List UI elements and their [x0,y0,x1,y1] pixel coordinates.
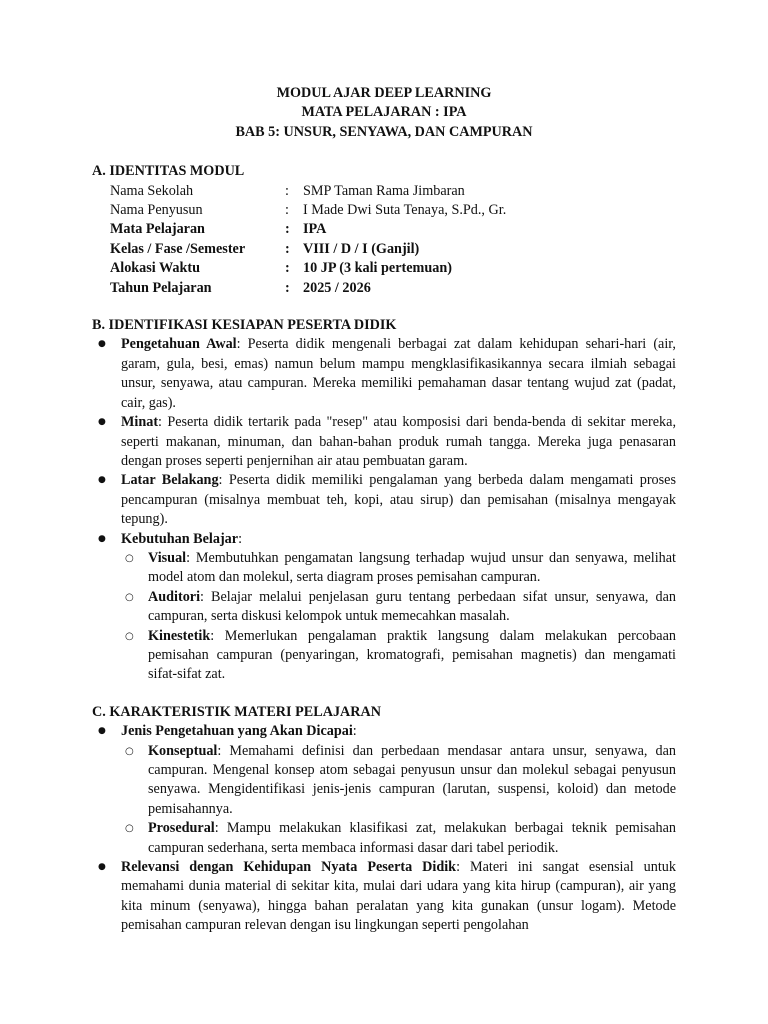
item-term: Prosedural [148,820,215,837]
identity-label: Tahun Pelajaran [110,279,212,296]
identity-row-year [110,279,506,298]
identity-label: Alokasi Waktu [110,260,201,277]
item-term: Kinestetik [148,627,211,644]
item-text: : Memahami definisi dan perbedaan mendasar antara unsur, senyawa, dan campuran. Mengenal konsep atom sebagai penyusun unsur dan molekul sebagai penyusun senyawa. Mengidentifikasi jenis-jenis campuran (larutan, suspensi, koloid) dan metode pemisahannya. [148,742,676,817]
identity-colon: : [285,182,289,199]
identity-colon: : [285,221,290,238]
identity-value: I Made Dwi Suta Tenaya, S.Pd., Gr. [303,202,507,219]
item-text: : Belajar melalui penjelasan guru tentang perbedaan sifat unsur, senyawa, dan campuran, serta diskusi kelompok untuk memecahkan masalah. [148,588,676,625]
identity-row-class [110,240,506,259]
list-item-prior-knowledge [92,335,676,413]
sublist-item-conceptual [92,742,676,820]
subject-title: MATA PELAJARAN : IPA [301,104,467,121]
item-text: : Membutuhkan pengamatan langsung terhadap wujud unsur dan senyawa, melihat model atom dan molekul, serta diagram proses pemisahan campuran. [148,549,676,586]
identity-label: Nama Penyusun [110,202,203,219]
item-text: : Peserta didik memiliki pengalaman yang berbeda dalam mengamati proses pencampuran (misalnya membuat teh, kopi, atau sirup) dan pemisahan (misalnya mengayak tepung). [121,472,676,528]
item-text: : [352,723,357,740]
item-text: : Memerlukan pengalaman praktik langsung dalam melakukan percobaan pemisahan campuran (penyaringan, kromatografi, pemisahan magnetis) dan mengamati sifat-sifat zat. [148,627,676,683]
identity-colon: : [285,279,290,296]
section-c-heading: C. KARAKTERISTIK MATERI PELAJARAN [92,703,382,720]
item-text: : Peserta didik tertarik pada "resep" atau komposisi dari benda-benda di sekitar mereka, seperti makanan, minuman, dan bahan-bahan produk rumah tangga. Mereka juga penasaran dengan proses seperti penjernihan air atau pembuatan garam. [121,414,676,469]
item-term: Konseptual [148,742,218,759]
item-term: Kebutuhan Belajar [121,530,239,547]
identity-colon: : [285,240,290,257]
identity-row-time [110,259,506,278]
item-term: Pengetahuan Awal [121,336,237,353]
identity-row-subject [110,220,506,239]
item-text: : Mampu melakukan klasifikasi zat, melakukan berbagai teknik pemisahan campuran sederhana, serta membaca informasi dasar dari tabel periodik. [148,820,676,856]
item-term: Relevansi dengan Kehidupan Nyata Peserta Didik [121,859,457,876]
list-item-relevance [92,858,676,936]
section-b-heading: B. IDENTIFIKASI KESIAPAN PESERTA DIDIK [92,317,397,334]
list-item-learning-needs [92,530,676,549]
readiness-list [92,335,676,684]
identity-value: VIII / D / I (Ganjil) [303,240,420,257]
item-text: : Materi ini sangat esensial untuk memahami dunia material di sekitar kita, mulai dari udara yang kita hirup (campuran), air yang kita minum (senyawa), hingga bahan peralatan yang kita gunakan (unsur logam). Metode pemisahan campuran relevan dengan isu lingkungan seperti pengolahan [121,859,676,934]
item-term: Auditori [148,588,201,605]
item-term: Latar Belakang [121,472,219,489]
sublist-item-visual [92,549,676,588]
identity-value: SMP Taman Rama Jimbaran [303,182,465,199]
identity-label: Kelas / Fase /Semester [110,240,246,257]
item-term: Visual [148,549,187,566]
item-text: : [238,530,243,547]
material-list [92,722,676,935]
identity-value: 10 JP (3 kali pertemuan) [303,260,452,277]
item-text: : Peserta didik mengenali berbagai zat dalam kehidupan sehari-hari (air, garam, gula, besi, emas) namun belum mampu mengklasifikasikannya secara ilmiah sebagai unsur, senyawa, atau campuran. Mereka memiliki pemahaman dasar tentang wujud zat (padat, cair, gas). [121,336,676,411]
identity-value: 2025 / 2026 [303,279,371,296]
item-term: Jenis Pengetahuan yang Akan Dicapai [121,723,353,740]
list-item-knowledge-type [92,722,676,741]
sublist-item-auditory [92,588,676,627]
sublist-item-procedural [92,819,676,858]
identity-row-author [110,201,506,220]
identity-row-school [110,182,506,201]
document-page [92,84,676,936]
list-item-interest [92,413,676,471]
chapter-title: BAB 5: UNSUR, SENYAWA, DAN CAMPURAN [235,123,533,140]
item-term: Minat [121,414,159,431]
document-title: MODUL AJAR DEEP LEARNING [276,85,492,101]
sublist-item-kinesthetic [92,627,676,685]
identity-colon: : [285,260,290,277]
section-a-heading: A. IDENTITAS MODUL [92,163,245,180]
identity-label: Nama Sekolah [110,182,194,199]
identity-value: IPA [303,221,327,238]
identity-label: Mata Pelajaran [110,221,205,238]
identity-table [110,182,506,298]
identity-colon: : [285,202,289,219]
list-item-background [92,471,676,529]
